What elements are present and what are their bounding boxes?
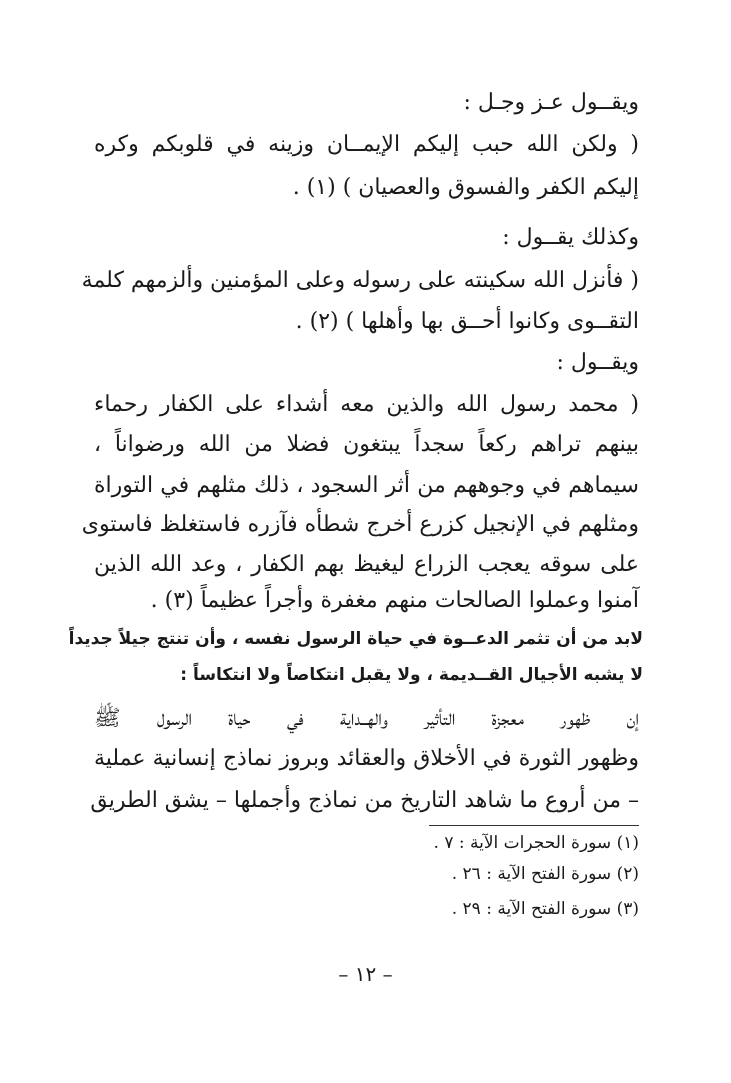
verse-line: ( محمد رسول الله والذين معه أشداء على الكفار رحماء xyxy=(94,392,639,417)
verse-line: إليكم الكفر والفسوق والعصيان ) (١) . xyxy=(292,175,639,200)
section-heading-line: لابد من أن تثمر الدعــوة في حياة الرسول نفسه ، وأن تنتج جيلاً جديداً xyxy=(68,629,643,649)
verse-line: بينهم تراهم ركعاً سجداً يبتغون فضلا من الله ورضواناً ، xyxy=(94,432,639,457)
verse-line: سيماهم في وجوههم من أثر السجود ، ذلك مثلهم في التوراة xyxy=(94,473,639,498)
footnote: (٢) سورة الفتح الآية : ٢٦ . xyxy=(451,864,639,884)
footnote: (١) سورة الحجرات الآية : ٧ . xyxy=(433,833,639,853)
paragraph-line: – من أروع ما شاهد التاريخ من نماذج وأجملها – يشق الطريق xyxy=(90,788,639,813)
verse-line: ( ولكن الله حبب إليكم الإيمــان وزينه في قلوبكم وكره xyxy=(94,132,639,157)
verse-line: التقــوى وكانوا أحــق بها وأهلها ) (٢) . xyxy=(295,309,639,334)
verse-intro-1: ويقــول عـز وجـل : xyxy=(463,90,639,115)
paragraph-line: إن ظهور معجزة التأثير والهــداية في حياة الرسول ﷺ xyxy=(94,706,639,731)
verse-line: ومثلهم في الإنجيل كزرع أخرج شطأه فآزره فاستغلظ فاستوى xyxy=(81,512,639,537)
verse-line: على سوقه يعجب الزراع ليغيظ بهم الكفار ، وعد الله الذين xyxy=(94,552,639,577)
section-heading-line: لا يشبه الأجيال القــديمة ، ولا يقبل انتكاصاً ولا انتكاساً : xyxy=(180,665,643,685)
paragraph-line: وظهور الثورة في الأخلاق والعقائد وبروز نماذج إنسانية عملية xyxy=(94,746,639,771)
verse-line: آمنوا وعملوا الصالحات منهم مغفرة وأجراً عظيماً (٣) . xyxy=(150,588,639,613)
verse-line: ( فأنزل الله سكينته على رسوله وعلى المؤمنين وألزمهم كلمة xyxy=(81,268,639,293)
footnote: (٣) سورة الفتح الآية : ٢٩ . xyxy=(451,899,639,919)
footnote-divider xyxy=(429,825,639,826)
page-number: – ١٢ – xyxy=(338,962,393,986)
verse-intro-2: وكذلك يقــول : xyxy=(502,225,639,250)
verse-intro-3: ويقــول : xyxy=(556,350,639,375)
